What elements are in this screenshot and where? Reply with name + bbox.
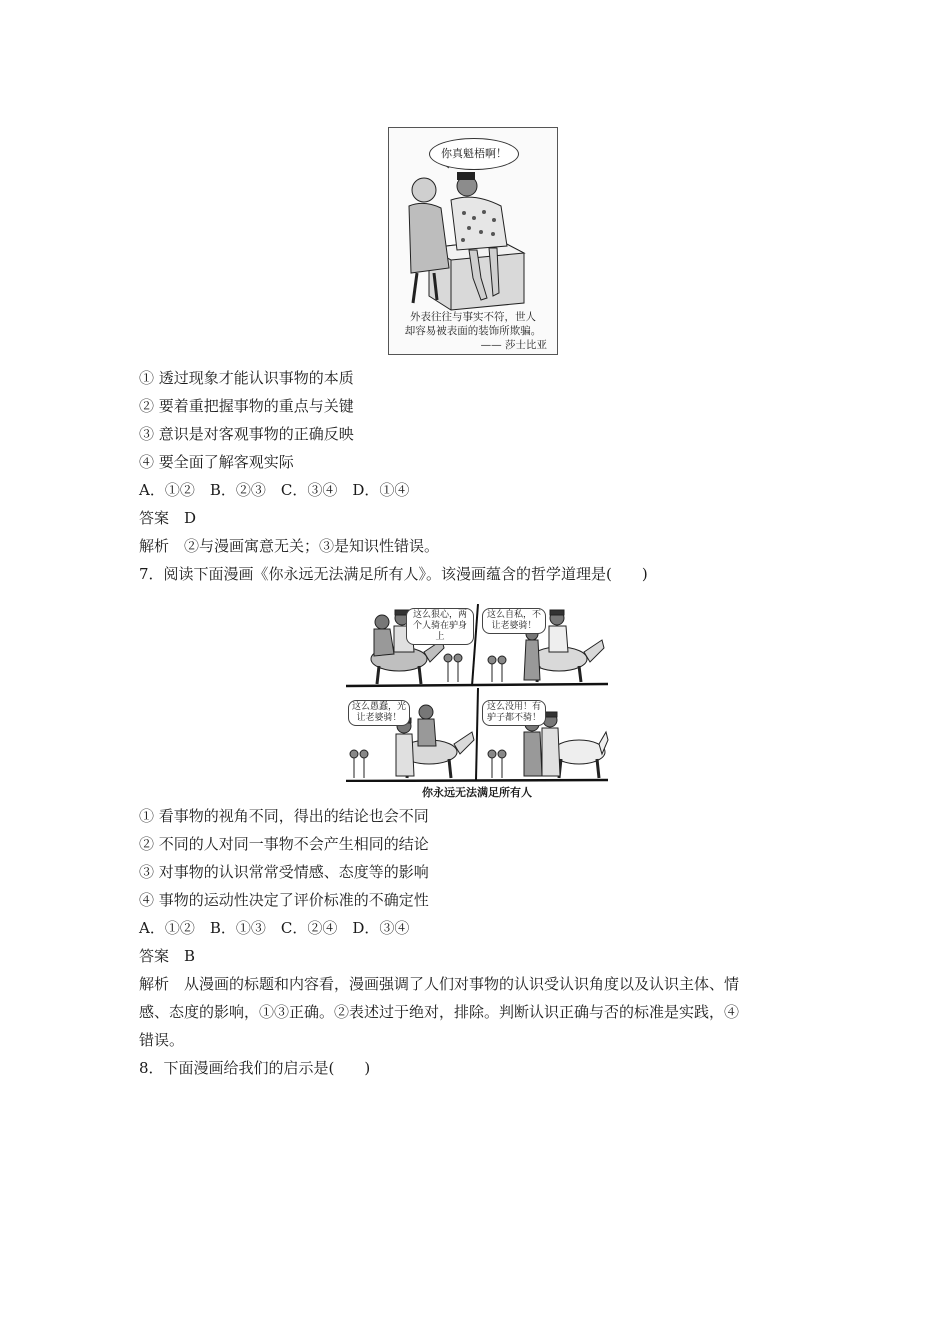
speech-bubble-panel-1: 这么狠心，两个人骑在驴身上 [406,608,474,645]
q7-analysis-line-1: 解析 从漫画的标题和内容看，漫画强调了人们对事物的认识受认识角度以及认识主体、情 [139,975,740,993]
q6-answer: 答案 D [139,509,197,527]
q7-answer: 答案 B [139,947,196,965]
q7-option-2: ② 不同的人对同一事物不会产生相同的结论 [139,835,429,853]
q6-option-4: ④ 要全面了解客观实际 [139,453,294,471]
speech-bubble-panel-3: 这么愚蠢，光让老婆骑！ [348,700,410,726]
q7-option-1: ① 看事物的视角不同，得出的结论也会不同 [139,807,429,825]
speech-bubble-panel-4: 这么没用！有驴子都不骑！ [482,700,546,726]
caption-author: —— 莎士比亚 [480,339,547,351]
q7-option-4: ④ 事物的运动性决定了评价标准的不确定性 [139,891,429,909]
q6-analysis: 解析 ②与漫画寓意无关；③是知识性错误。 [139,537,440,555]
comic-illustration-donkey [344,604,610,800]
q6-option-1: ① 透过现象才能认识事物的本质 [139,369,354,387]
q7-option-3: ③ 对事物的认识常常受情感、态度等的影响 [139,863,429,881]
q6-option-3: ③ 意识是对客观事物的正确反映 [139,425,354,443]
q6-choices: A．①② B．②③ C．③④ D．①④ [139,481,410,499]
donkey-comic-drawing [344,604,610,782]
q7-choices: A．①② B．①③ C．②④ D．③④ [139,919,410,937]
caption-line-1: 外表往往与事实不符，世人 [410,311,536,323]
q6-option-2: ② 要着重把握事物的重点与关键 [139,397,354,415]
speech-bubble: 你真魁梧啊！ [429,138,519,170]
comic-caption [395,310,551,352]
q7-analysis-line-2: 感、态度的影响，①③正确。②表述过于绝对，排除。判断认识正确与否的标准是实践，④ [139,1003,740,1021]
q8-stem: 8．下面漫画给我们的启示是( ) [139,1059,371,1077]
caption-line-2: 却容易被表面的装饰所欺骗。 [404,325,542,337]
speech-bubble-panel-2: 这么自私，不让老婆骑！ [482,608,546,634]
comic-title: 你永远无法满足所有人 [422,786,532,799]
comic-illustration-appearance [388,127,558,355]
q7-stem: 7．阅读下面漫画《你永远无法满足所有人》。该漫画蕴含的哲学道理是( ) [139,565,648,583]
q7-analysis-line-3: 错误。 [139,1031,185,1049]
